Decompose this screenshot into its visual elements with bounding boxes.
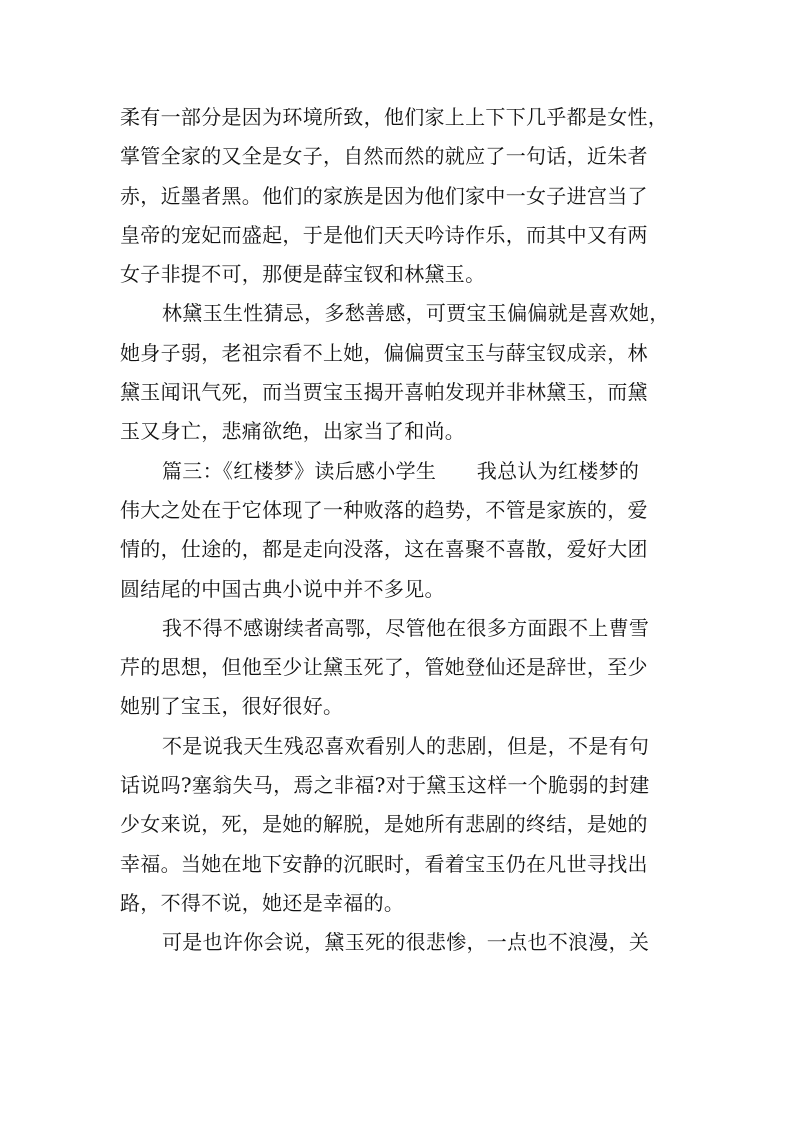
paragraph-start-line: 我不得不感谢续者高鄂，尽管他在很多方面跟不上曹雪 — [162, 615, 650, 640]
text-line: 女子非提不可，那便是薛宝钗和林黛玉。 — [120, 262, 486, 287]
text-line: 柔有一部分是因为环境所致，他们家上上下下几乎都是女性， — [120, 105, 669, 129]
paragraph-start-line: 不是说我天生残忍喜欢看别人的悲剧，但是，不是有句 — [162, 733, 650, 758]
text-line: 掌管全家的又全是女子，自然而然的就应了一句话，近朱者 — [120, 144, 648, 169]
text-line: 少女来说，死，是她的解脱，是她所有悲剧的终结，是她的 — [120, 812, 648, 837]
text-line: 情的，仕途的，都是走向没落，这在喜聚不喜散，爱好大团 — [120, 537, 648, 562]
paragraph-start-line: 可是也许你会说，黛玉死的很悲惨，一点也不浪漫，关 — [162, 930, 650, 955]
document-body — [120, 98, 680, 963]
text-line: 她身子弱，老祖宗看不上她，偏偏贾宝玉与薛宝钗成亲，林 — [120, 340, 648, 365]
paragraph-start-line: 篇三：《红楼梦》读后感小学生 我总认为红楼梦的 — [162, 458, 640, 483]
text-line: 芹的思想，但他至少让黛玉死了，管她登仙还是辞世，至少 — [120, 655, 648, 680]
text-line: 黛玉闻讯气死，而当贾宝玉揭开喜帕发现并非林黛玉，而黛 — [120, 380, 648, 405]
text-line: 伟大之处在于它体现了一种败落的趋势，不管是家族的，爱 — [120, 497, 648, 522]
text-line: 路，不得不说，她还是幸福的。 — [120, 890, 405, 915]
text-line: 幸福。当她在地下安静的沉眠时，看着宝玉仍在凡世寻找出 — [120, 851, 648, 876]
text-line: 玉又身亡，悲痛欲绝，出家当了和尚。 — [120, 419, 466, 444]
text-line: 皇帝的宠妃而盛起，于是他们天天吟诗作乐，而其中又有两 — [120, 222, 648, 247]
text-line: 她别了宝玉，很好很好。 — [120, 694, 344, 719]
paragraph-start-line: 林黛玉生性猜忌，多愁善感，可贾宝玉偏偏就是喜欢她， — [162, 301, 670, 326]
text-line: 话说吗?塞翁失马，焉之非福?对于黛玉这样一个脆弱的封建 — [120, 773, 650, 798]
text-line: 赤，近墨者黑。他们的家族是因为他们家中一女子进宫当了 — [120, 183, 648, 208]
text-line: 圆结尾的中国古典小说中并不多见。 — [120, 576, 445, 601]
